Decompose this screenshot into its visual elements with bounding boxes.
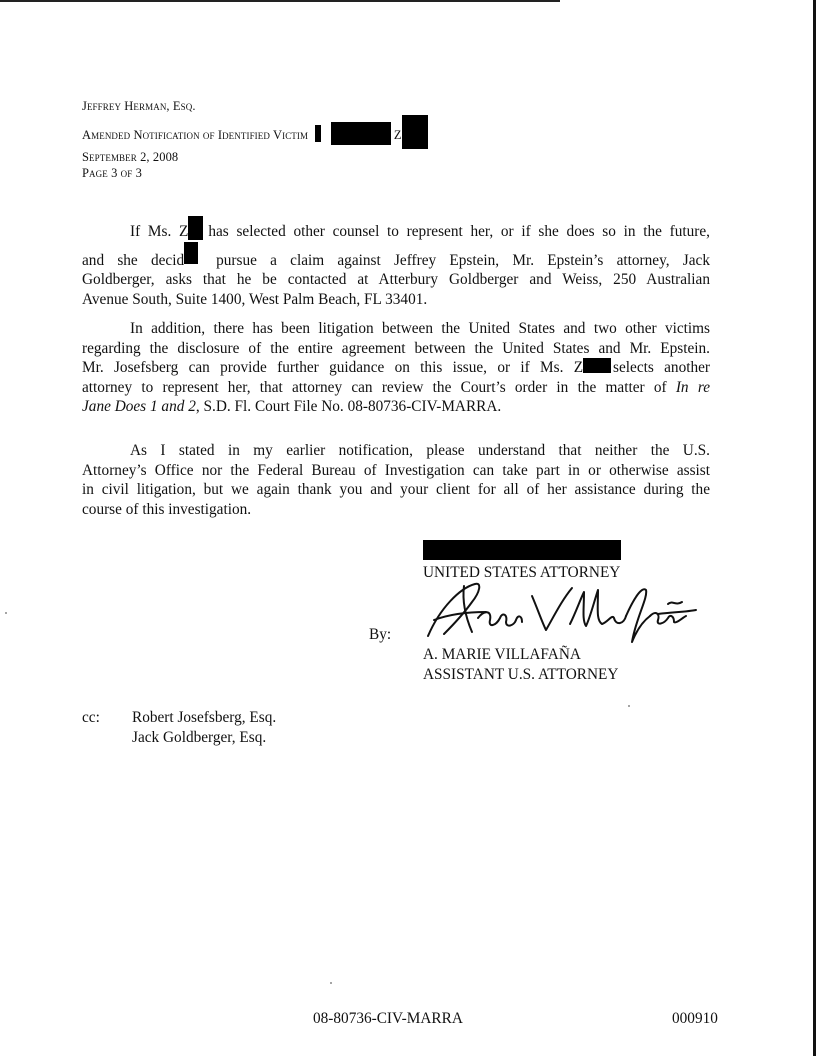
paragraph-line: regarding the disclosure of the entire agreement between the United States and Mr. Epstein.: [82, 339, 710, 357]
header-subject-text: Amended Notification of Identified Victim: [82, 127, 309, 142]
case-name-italic: Jane Does 1 and 2: [82, 398, 196, 415]
paragraph-line: Jane Does 1 and 2, S.D. Fl. Court File No. 08-80736-CIV-MARRA.: [82, 398, 502, 415]
signatory-name: A. MARIE VILLAFAÑA: [423, 646, 581, 663]
signatory-title: ASSISTANT U.S. ATTORNEY: [423, 666, 619, 683]
cc-label: cc:: [82, 709, 100, 726]
paragraph-line: course of this investigation.: [82, 500, 252, 518]
paragraph-line: attorney to represent her, that attorney can review the Court’s order in the matter of In re: [82, 378, 710, 396]
paragraph-line: In addition, there has been litigation between the United States and two other victims: [130, 320, 710, 337]
redaction-box: [423, 540, 621, 560]
footer-bates-number: 000910: [672, 1010, 718, 1027]
redaction-box: [315, 125, 321, 142]
letter-header: [82, 98, 428, 182]
cc-recipient: Jack Goldberger, Esq.: [132, 729, 267, 746]
paragraph-litigation: [82, 319, 710, 417]
redaction-box: [583, 358, 611, 373]
cc-recipient: Robert Josefsberg, Esq.: [132, 709, 277, 726]
paragraph-line: If Ms. Z has selected other counsel to represent her, or if she does so in the future,: [82, 216, 710, 242]
case-name-italic: In re: [675, 378, 710, 396]
paragraph-line: As I stated in my earlier notification, please understand that neither the U.S.: [130, 442, 710, 459]
handwritten-signature: [420, 578, 700, 648]
redaction-box: [188, 216, 203, 240]
header-recipient: Jeffrey Herman, Esq.: [82, 99, 196, 113]
redaction-box: [402, 115, 428, 149]
redaction-box: [331, 122, 391, 145]
header-page-number: Page 3 of 3: [82, 166, 142, 180]
scan-speck: [628, 705, 630, 707]
paragraph-closing: [82, 441, 710, 519]
footer-case-number: 08-80736-CIV-MARRA: [313, 1010, 463, 1027]
paragraph-line: Mr. Josefsberg can provide further guidance on this issue, or if Ms. Z selects another: [82, 359, 710, 376]
scan-speck: [330, 982, 332, 984]
cc-recipients: [132, 708, 276, 748]
header-subject: [82, 115, 428, 149]
paragraph-line: in civil litigation, but we again thank you and your client for all of her assistance during the: [82, 481, 710, 498]
paragraph-counsel: [82, 216, 710, 309]
scan-speck: [5, 612, 7, 614]
redaction-box: [184, 242, 198, 264]
header-date: September 2, 2008: [82, 149, 179, 164]
header-subject-tail: Z: [393, 127, 402, 142]
paragraph-line: Goldberger, asks that he be contacted at Atterbury Goldberger and Weiss, 250 Australian: [82, 271, 710, 288]
signature-office: UNITED STATES ATTORNEY: [423, 564, 621, 581]
signature-by-label: By:: [369, 626, 392, 643]
paragraph-line: and she decid pursue a claim against Jeffrey Epstein, Mr. Epstein’s attorney, Jack: [82, 242, 710, 271]
paragraph-line: Attorney’s Office nor the Federal Bureau of Investigation can take part in or otherwise assist: [82, 461, 710, 479]
scan-top-rule: [0, 0, 560, 2]
paragraph-line: Avenue South, Suite 1400, West Palm Beach, FL 33401.: [82, 290, 428, 308]
